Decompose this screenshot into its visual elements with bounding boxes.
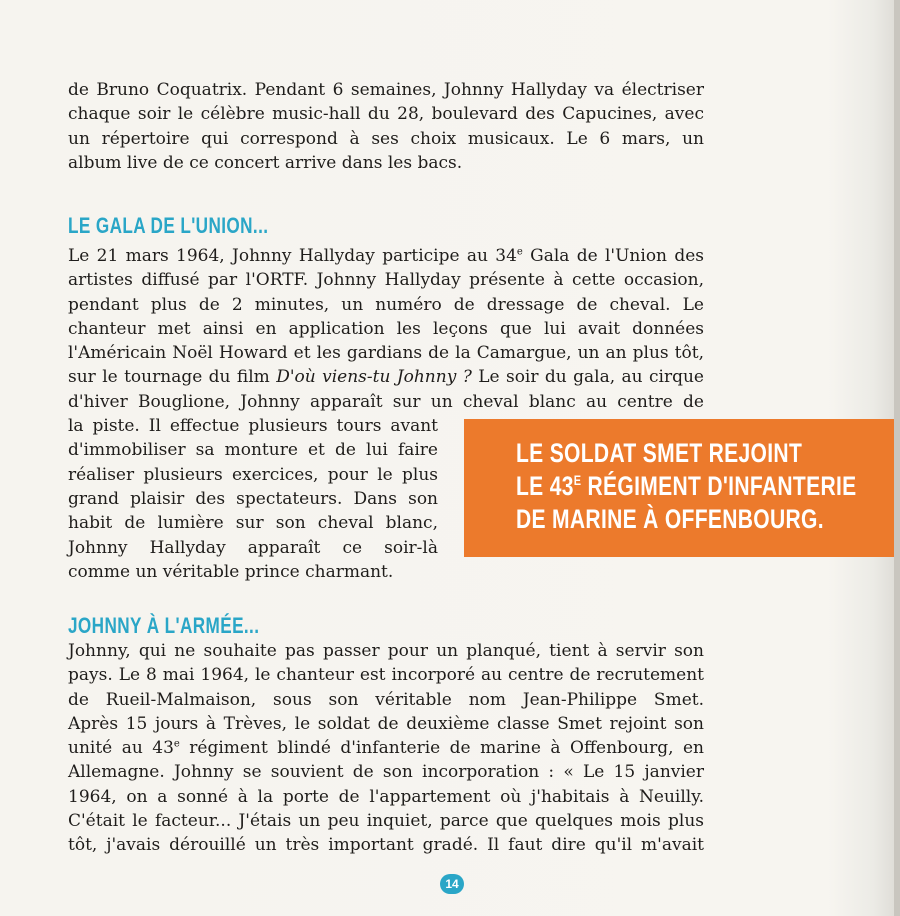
text-line: chaque soir le célèbre music-hall du 28, boulevard des Capucines, avec — [68, 104, 704, 125]
text-span: Le 21 mars 1964, Johnny Hallyday participe au 34 — [68, 246, 517, 266]
text-line: un répertoire qui correspond à ses choix musicaux. Le 6 mars, un — [68, 128, 704, 149]
superscript: e — [173, 738, 180, 750]
text-line: Johnny, qui ne souhaite pas passer pour un planqué, tient à servir son — [68, 641, 704, 661]
text-line: chanteur met ainsi en application les leçons que lui avait données — [68, 318, 704, 339]
superscript: E — [573, 472, 582, 488]
text-line: d'hiver Bouglione, Johnny apparaît sur un cheval blanc au centre de — [68, 391, 704, 412]
text-line: réaliser plusieurs exercices, pour le plus — [68, 464, 438, 485]
text-line: la piste. Il effectue plusieurs tours avant — [68, 416, 438, 437]
text-span: LE 43 — [516, 471, 574, 501]
section-heading-armee: JOHNNY À L'ARMÉE... — [68, 613, 260, 638]
text-line: de Rueil-Malmaison, sous son véritable nom Jean-Philippe Smet. — [68, 689, 704, 710]
text-span: RÉGIMENT D'INFANTERIE — [581, 471, 857, 501]
section-heading-gala: LE GALA DE L'UNION... — [68, 213, 269, 238]
pull-quote-text — [516, 437, 856, 536]
armee-paragraph — [68, 639, 704, 858]
pull-quote-line: DE MARINE À OFFENBOURG. — [516, 504, 824, 534]
text-line: artistes diffusé par l'ORTF. Johnny Hallyday présente à cette occasion, — [68, 270, 704, 291]
book-spine-shadow — [894, 0, 900, 916]
text-line: Johnny Hallyday apparaît ce soir-là — [68, 537, 438, 558]
text-line — [68, 736, 704, 760]
intro-paragraph — [68, 78, 704, 175]
text-line: comme un véritable prince charmant. — [68, 561, 394, 582]
pull-quote-line — [516, 470, 856, 503]
text-span: sur le tournage du film — [68, 367, 277, 388]
film-title: D'où viens-tu Johnny ? — [276, 367, 472, 388]
text-line — [68, 244, 704, 268]
text-span: régiment blindé d'infanterie de marine à Offenbourg, en — [179, 738, 705, 759]
text-line: tôt, j'avais dérouillé un très important gradé. Il faut dire qu'il m'avait — [68, 835, 704, 856]
text-line: grand plaisir des spectateurs. Dans son — [68, 488, 438, 509]
superscript: e — [516, 246, 523, 258]
text-line — [68, 365, 704, 389]
text-line: l'Américain Noël Howard et les gardians de la Camargue, un an plus tôt, — [68, 343, 704, 364]
text-line: pays. Le 8 mai 1964, le chanteur est incorporé au centre de recrutement — [68, 665, 704, 686]
page-number-badge: 14 — [440, 874, 464, 894]
text-line: de Bruno Coquatrix. Pendant 6 semaines, Johnny Hallyday va électriser — [68, 80, 704, 100]
pull-quote-line: LE SOLDAT SMET REJOINT — [516, 438, 803, 468]
text-line: C'était le facteur... J'étais un peu inquiet, parce que quelques mois plus — [68, 811, 704, 832]
text-line: Après 15 jours à Trèves, le soldat de deuxième classe Smet rejoint son — [68, 713, 704, 734]
text-span: Gala de l'Union des — [522, 246, 704, 266]
text-line: Allemagne. Johnny se souvient de son incorporation : « Le 15 janvier — [68, 762, 704, 783]
text-span: Le soir du gala, au cirque — [471, 367, 704, 388]
text-line: album live de ce concert arrive dans les bacs. — [68, 152, 463, 173]
text-line: d'immobiliser sa monture et de lui faire — [68, 440, 438, 461]
text-line: pendant plus de 2 minutes, un numéro de dressage de cheval. Le — [68, 294, 704, 315]
pull-quote-box — [464, 419, 900, 557]
text-span: unité au 43 — [68, 738, 174, 759]
text-line: 1964, on a sonné à la porte de l'appartement où j'habitais à Neuilly. — [68, 786, 704, 807]
text-line: habit de lumière sur son cheval blanc, — [68, 513, 438, 534]
